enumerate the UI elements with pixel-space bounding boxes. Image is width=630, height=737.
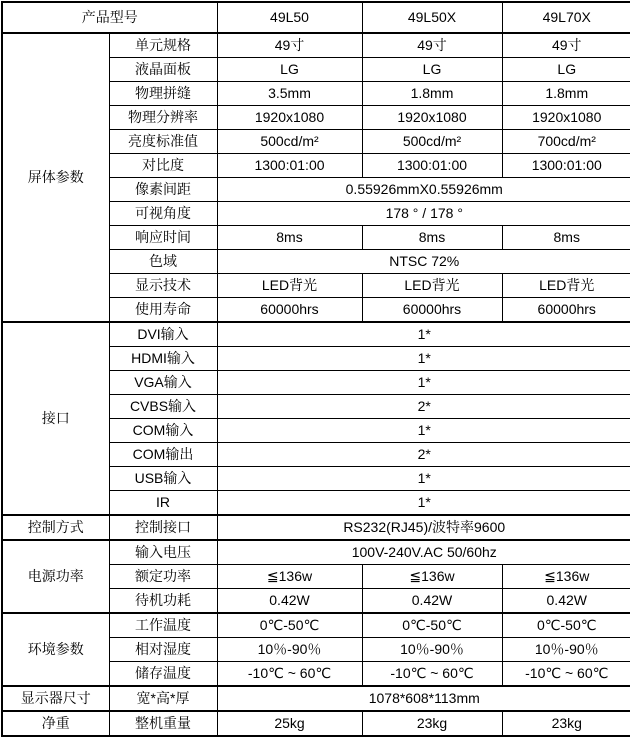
param-cell: 响应时间 (109, 226, 217, 250)
model-name-cell: 49L70X (502, 2, 630, 33)
table-row (2, 613, 630, 638)
value-cell: 8ms (362, 226, 502, 250)
value-cell: ≦136w (217, 565, 362, 589)
value-cell-merged: 100V-240V.AC 50/60hz (217, 540, 630, 565)
product-model-label-cell: 产品型号 (2, 2, 217, 33)
value-cell-merged: 0.55926mmX0.55926mm (217, 178, 630, 202)
param-cell: 储存温度 (109, 662, 217, 687)
table-row (2, 711, 630, 736)
param-cell: 额定功率 (109, 565, 217, 589)
param-cell: COM输出 (109, 443, 217, 467)
value-cell: 8ms (502, 226, 630, 250)
value-cell: -10℃ ~ 60℃ (502, 662, 630, 687)
category-cell: 电源功率 (2, 540, 109, 613)
category-cell: 环境参数 (2, 613, 109, 686)
model-name-cell: 49L50X (362, 2, 502, 33)
value-cell: 60000hrs (502, 298, 630, 323)
value-cell: 1300:01:00 (217, 154, 362, 178)
value-cell: 1300:01:00 (362, 154, 502, 178)
category-cell: 屏体参数 (2, 33, 109, 322)
value-cell: -10℃ ~ 60℃ (217, 662, 362, 687)
param-cell: 使用寿命 (109, 298, 217, 323)
value-cell: LED背光 (362, 274, 502, 298)
value-cell: 49寸 (502, 33, 630, 58)
param-cell: 可视角度 (109, 202, 217, 226)
param-cell: CVBS输入 (109, 395, 217, 419)
value-cell: 1.8mm (362, 82, 502, 106)
param-cell: 相对湿度 (109, 638, 217, 662)
param-cell: 液晶面板 (109, 58, 217, 82)
value-cell: 3.5mm (217, 82, 362, 106)
param-cell: 待机功耗 (109, 589, 217, 614)
value-cell: 1920x1080 (217, 106, 362, 130)
value-cell-merged: 2* (217, 395, 630, 419)
value-cell: 0.42W (362, 589, 502, 614)
value-cell: -10℃ ~ 60℃ (362, 662, 502, 687)
product-spec-table (1, 1, 630, 737)
value-cell: 10％-90％ (362, 638, 502, 662)
table-row (2, 540, 630, 565)
value-cell: 8ms (217, 226, 362, 250)
param-cell: DVI输入 (109, 322, 217, 347)
value-cell-merged: 1* (217, 467, 630, 491)
value-cell: ≦136w (502, 565, 630, 589)
value-cell-merged: NTSC 72% (217, 250, 630, 274)
value-cell: 0℃-50℃ (502, 613, 630, 638)
value-cell: 1.8mm (502, 82, 630, 106)
param-cell: 整机重量 (109, 711, 217, 736)
table-row (2, 322, 630, 347)
model-name-cell: 49L50 (217, 2, 362, 33)
category-cell: 净重 (2, 711, 109, 736)
param-cell: VGA输入 (109, 371, 217, 395)
value-cell-merged: 1* (217, 347, 630, 371)
value-cell: 500cd/m² (362, 130, 502, 154)
value-cell: LG (217, 58, 362, 82)
value-cell: 23kg (502, 711, 630, 736)
table-header-row (2, 2, 630, 33)
value-cell: LED背光 (502, 274, 630, 298)
value-cell: 0℃-50℃ (362, 613, 502, 638)
param-cell: 亮度标准值 (109, 130, 217, 154)
value-cell: 60000hrs (362, 298, 502, 323)
value-cell: 0.42W (217, 589, 362, 614)
value-cell: ≦136w (362, 565, 502, 589)
param-cell: 控制接口 (109, 515, 217, 540)
param-cell: 单元规格 (109, 33, 217, 58)
value-cell: 0.42W (502, 589, 630, 614)
value-cell: LG (362, 58, 502, 82)
param-cell: 像素间距 (109, 178, 217, 202)
value-cell: 1920x1080 (362, 106, 502, 130)
value-cell: 25kg (217, 711, 362, 736)
value-cell: 0℃-50℃ (217, 613, 362, 638)
value-cell: LG (502, 58, 630, 82)
table-row (2, 686, 630, 711)
param-cell: 对比度 (109, 154, 217, 178)
value-cell: 10％-90％ (502, 638, 630, 662)
table-row (2, 515, 630, 540)
value-cell: 1920x1080 (502, 106, 630, 130)
param-cell: 色域 (109, 250, 217, 274)
param-cell: COM输入 (109, 419, 217, 443)
category-cell: 控制方式 (2, 515, 109, 540)
param-cell: 宽*高*厚 (109, 686, 217, 711)
value-cell: LED背光 (217, 274, 362, 298)
value-cell-merged: RS232(RJ45)/波特率9600 (217, 515, 630, 540)
category-cell: 显示器尺寸 (2, 686, 109, 711)
value-cell: 49寸 (362, 33, 502, 58)
category-cell: 接口 (2, 322, 109, 515)
param-cell: 工作温度 (109, 613, 217, 638)
param-cell: USB输入 (109, 467, 217, 491)
value-cell: 60000hrs (217, 298, 362, 323)
value-cell: 1300:01:00 (502, 154, 630, 178)
value-cell: 49寸 (217, 33, 362, 58)
value-cell-merged: 178 ° / 178 ° (217, 202, 630, 226)
table-row (2, 33, 630, 58)
value-cell-merged: 1* (217, 419, 630, 443)
param-cell: IR (109, 491, 217, 516)
value-cell-merged: 2* (217, 443, 630, 467)
param-cell: 物理分辨率 (109, 106, 217, 130)
value-cell-merged: 1078*608*113mm (217, 686, 630, 711)
value-cell-merged: 1* (217, 322, 630, 347)
value-cell: 500cd/m² (217, 130, 362, 154)
param-cell: 物理拼缝 (109, 82, 217, 106)
param-cell: 显示技术 (109, 274, 217, 298)
value-cell-merged: 1* (217, 491, 630, 516)
value-cell: 700cd/m² (502, 130, 630, 154)
param-cell: 输入电压 (109, 540, 217, 565)
value-cell-merged: 1* (217, 371, 630, 395)
param-cell: HDMI输入 (109, 347, 217, 371)
value-cell: 10％-90％ (217, 638, 362, 662)
value-cell: 23kg (362, 711, 502, 736)
